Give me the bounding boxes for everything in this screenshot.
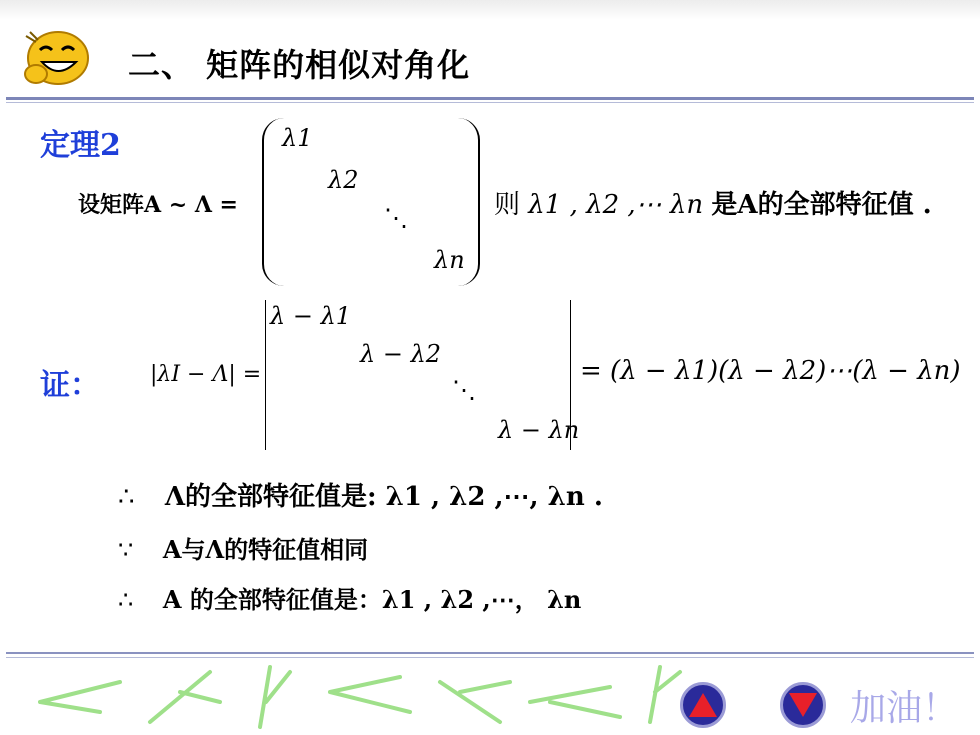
theorem-premise: 设矩阵A ~ Λ = [78, 192, 238, 218]
prev-slide-button[interactable] [680, 682, 726, 728]
theorem-matrix-entry: λ1 [282, 124, 313, 152]
line-text: A 的全部特征值是：λ1 , λ2 ,⋯， λn [162, 585, 582, 614]
conclusion-suffix: 是A的全部特征值 . [711, 190, 932, 220]
smiley-emoticon-icon [20, 28, 92, 90]
footer-divider [6, 652, 974, 654]
theorem-matrix-entry: λn [434, 246, 465, 274]
therefore-symbol: ∴ [118, 586, 134, 614]
title-divider-thin [6, 102, 974, 103]
determinant-entry: λ − λ2 [360, 340, 442, 368]
determinant-entry: ⋱ [452, 376, 476, 404]
theorem-matrix-entry: ⋱ [384, 204, 408, 232]
because-symbol: ∵ [118, 536, 134, 564]
footer-divider-thin [6, 657, 974, 658]
proof-rhs: = (λ − λ1)(λ − λ2)⋯(λ − λn) [580, 356, 961, 386]
grass-decoration-icon [30, 662, 690, 732]
line-text: A与Λ的特征值相同 [162, 535, 369, 564]
conclusion-line-2 [118, 530, 368, 565]
determinant-entry: λ − λn [498, 416, 580, 444]
proof-label: 证： [40, 368, 100, 403]
proof-lhs: |λI − Λ| = [150, 362, 262, 387]
down-triangle-icon [783, 685, 823, 725]
therefore-symbol: ∴ [118, 482, 135, 512]
line-text: Λ的全部特征值是: λ1 , λ2 ,⋯, λn . [164, 482, 603, 512]
title-divider [6, 97, 974, 100]
up-triangle-icon [683, 685, 723, 725]
slide-title: 二、 矩阵的相似对角化 [128, 46, 471, 84]
determinant-entry: λ − λ1 [270, 302, 352, 330]
determinant-left-bar [265, 300, 266, 450]
conclusion-values: λ1 , λ2 ,⋯ λn [528, 190, 704, 220]
conclusion-line-1 [118, 476, 603, 513]
cheer-text: 加油！ [850, 688, 959, 729]
conclusion-line-3 [118, 580, 581, 615]
next-slide-button[interactable] [780, 682, 826, 728]
top-gradient-bar [0, 0, 980, 20]
conclusion-prefix: 则 [494, 190, 521, 220]
theorem-label: 定理2 [40, 128, 121, 163]
theorem-matrix-entry: λ2 [328, 166, 359, 194]
theorem-conclusion [494, 184, 932, 221]
